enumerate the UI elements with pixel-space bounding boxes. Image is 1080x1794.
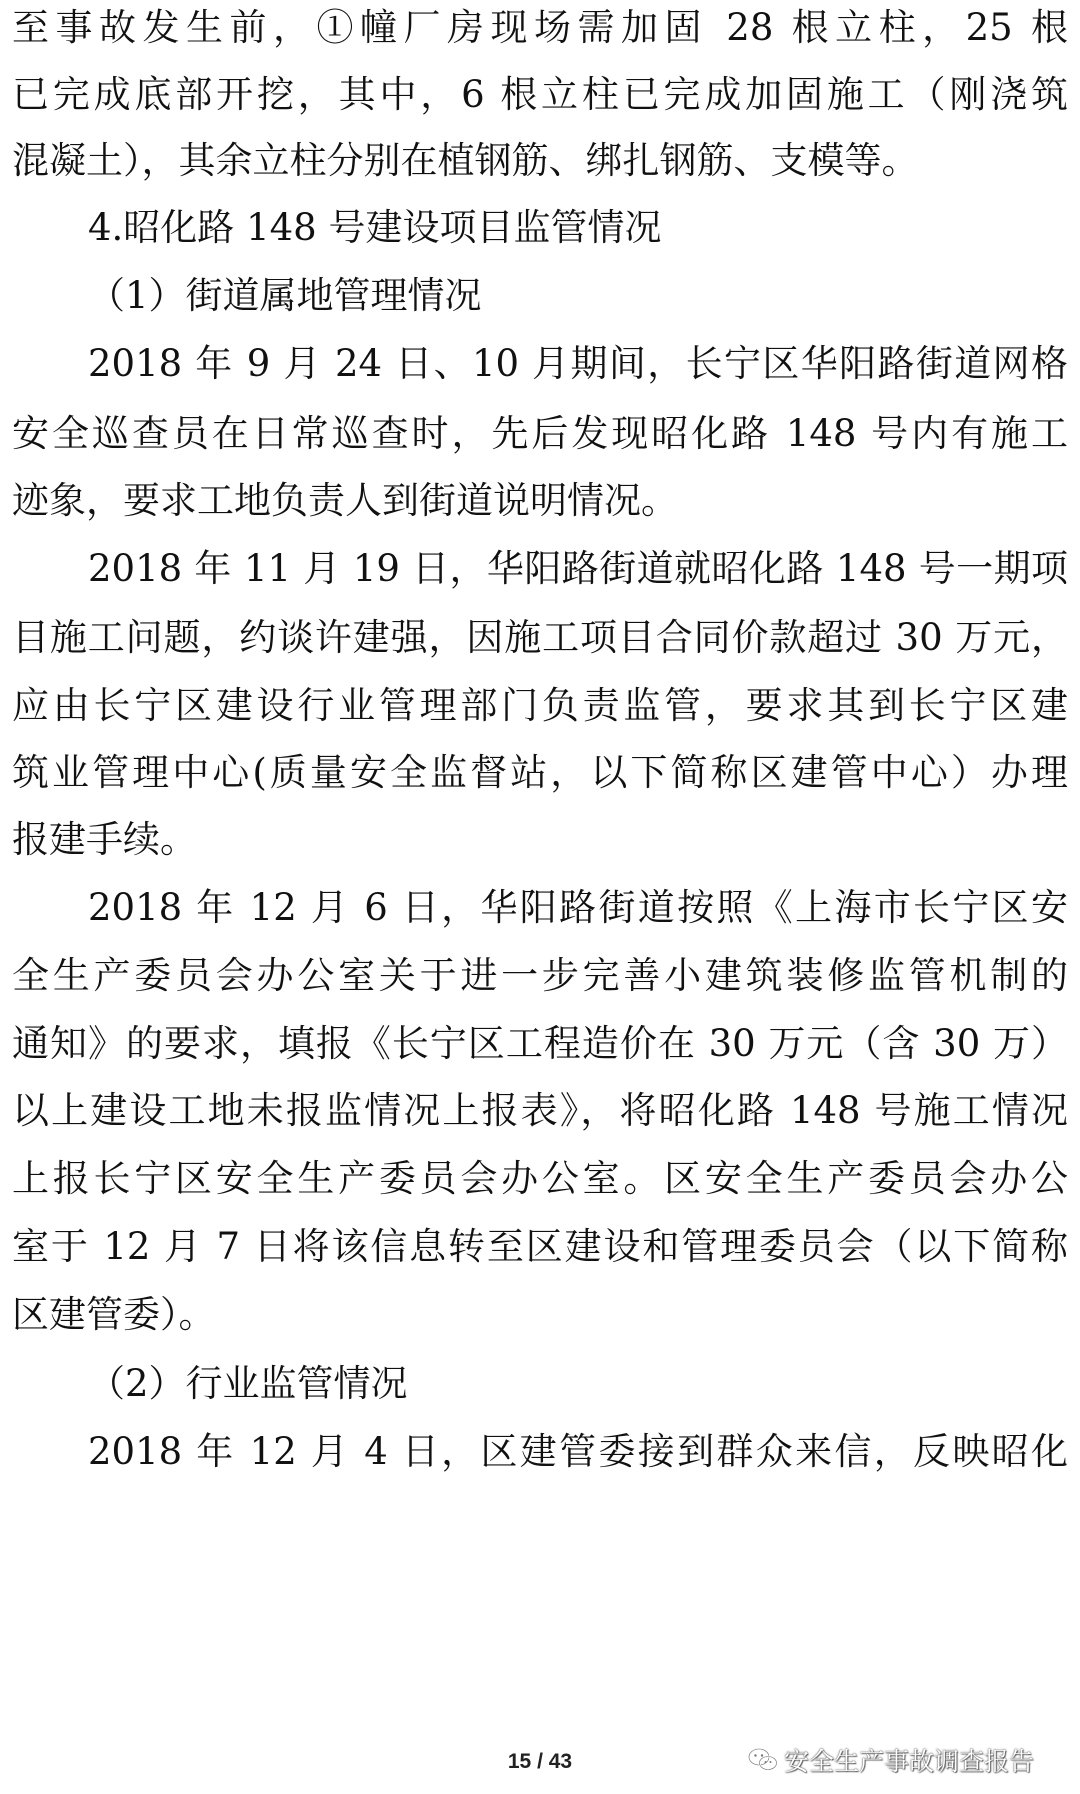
- page-number: 15 / 43: [507, 1750, 573, 1773]
- text-line: 通知》的要求，填报《长宁区工程造价在 30 万元（含 30 万）: [12, 1022, 1068, 1065]
- text-line: 上报长宁区安全生产委员会办公室。区安全生产委员会办公: [12, 1157, 1068, 1200]
- watermark: [748, 1740, 1034, 1780]
- text-line: 以上建设工地未报监情况上报表》，将昭化路 148 号施工情况: [12, 1089, 1068, 1132]
- text-line: 2018 年 9 月 24 日、10 月期间，长宁区华阳路街道网格: [88, 342, 1068, 385]
- text-line: 筑业管理中心(质量安全监督站，以下简称区建管中心）办理: [12, 751, 1068, 794]
- text-line: 已完成底部开挖，其中，6 根立柱已完成加固施工（刚浇筑: [12, 73, 1068, 116]
- text-line: 2018 年 11 月 19 日，华阳路街道就昭化路 148 号一期项: [88, 547, 1068, 590]
- text-line: 区建管委）。: [12, 1293, 216, 1336]
- text-line: 混凝土），其余立柱分别在植钢筋、绑扎钢筋、支模等。: [12, 139, 919, 182]
- text-line: 室于 12 月 7 日将该信息转至区建设和管理委员会（以下简称: [12, 1225, 1068, 1268]
- text-line: 迹象，要求工地负责人到街道说明情况。: [12, 479, 678, 522]
- watermark-text: 安全生产事故调查报告: [784, 1747, 1035, 1776]
- text-line: 至事故发生前，①幢厂房现场需加固 28 根立柱，25 根: [12, 6, 1068, 49]
- text-line: 目施工问题，约谈许建强，因施工项目合同价款超过 30 万元，: [12, 616, 1068, 659]
- section-heading: 4.昭化路 148 号建设项目监管情况: [88, 206, 662, 249]
- text-line: 报建手续。: [12, 818, 197, 861]
- wechat-icon: [748, 1747, 778, 1773]
- subsection-heading: （1）街道属地管理情况: [88, 274, 482, 317]
- text-line: 2018 年 12 月 6 日，华阳路街道按照《上海市长宁区安: [88, 886, 1068, 929]
- subsection-heading: （2）行业监管情况: [88, 1362, 408, 1405]
- text-line: 应由长宁区建设行业管理部门负责监管，要求其到长宁区建: [12, 684, 1068, 727]
- text-line: 2018 年 12 月 4 日，区建管委接到群众来信，反映昭化: [88, 1430, 1068, 1473]
- text-line: 全生产委员会办公室关于进一步完善小建筑装修监管机制的: [12, 954, 1068, 997]
- text-line: 安全巡查员在日常巡查时，先后发现昭化路 148 号内有施工: [12, 412, 1068, 455]
